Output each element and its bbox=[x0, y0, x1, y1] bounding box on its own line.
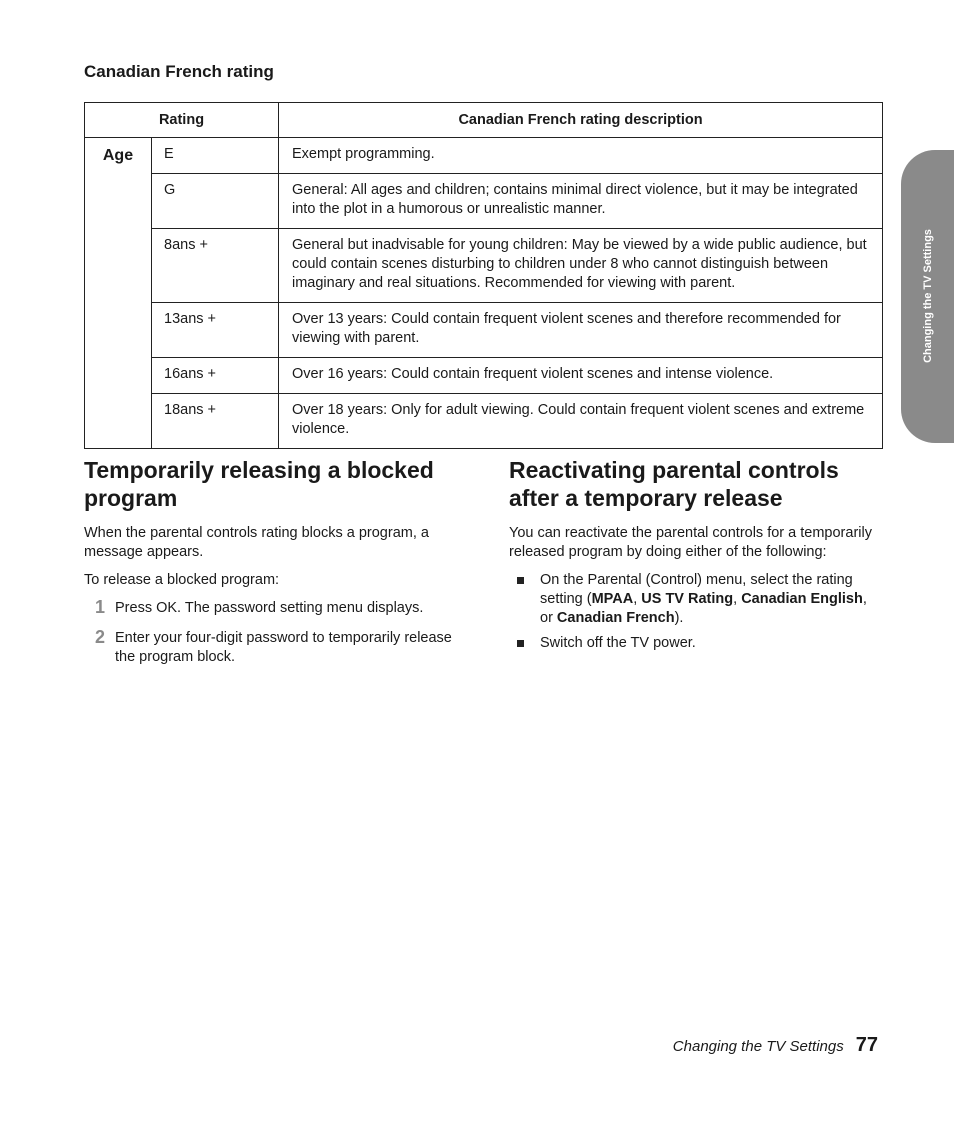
square-bullet-icon bbox=[517, 640, 524, 647]
option-us-tv-rating: US TV Rating bbox=[641, 591, 734, 607]
table-row bbox=[85, 303, 883, 358]
rating-description: Over 18 years: Only for adult viewing. Could contain frequent violent scenes and extreme violence. bbox=[279, 394, 883, 449]
step-number: 2 bbox=[95, 627, 106, 647]
bullet-text-prefix: On the Parental (Control) menu, select the rating setting ( bbox=[540, 572, 853, 607]
rating-code: 8ans + bbox=[152, 229, 279, 303]
table-row bbox=[85, 394, 883, 449]
header-rating: Rating bbox=[85, 103, 279, 138]
option-mpaa: MPAA bbox=[591, 591, 634, 607]
rating-description: General but inadvisable for young children: May be viewed by a wide public audience, but could contain scenes disturbing to children under 8 who cannot distinguish between imaginary and real situations. Recommended for viewing with parent. bbox=[279, 229, 883, 303]
rating-code: E bbox=[152, 138, 279, 174]
right-intro: You can reactivate the parental controls for a temporarily released program by doing either of the following: bbox=[509, 525, 872, 560]
separator: , bbox=[733, 591, 742, 607]
table-row bbox=[85, 174, 883, 229]
bullet-item bbox=[509, 634, 879, 653]
step-text: Press OK. The password setting menu displays. bbox=[115, 600, 424, 616]
rating-description: Over 16 years: Could contain frequent violent scenes and intense violence. bbox=[279, 358, 883, 394]
rating-code: 13ans + bbox=[152, 303, 279, 358]
separator: , or bbox=[540, 591, 867, 626]
step-item bbox=[84, 629, 464, 667]
bullet-item bbox=[509, 571, 879, 628]
table-row bbox=[85, 358, 883, 394]
page-number: 77 bbox=[855, 1034, 878, 1056]
footer-chapter-title: Changing the TV Settings bbox=[672, 1038, 844, 1055]
page-footer bbox=[673, 1034, 878, 1057]
square-bullet-icon bbox=[517, 577, 524, 584]
separator: , bbox=[633, 591, 642, 607]
section-title: Canadian French rating bbox=[84, 62, 274, 81]
canadian-french-rating-table bbox=[84, 102, 883, 449]
step-text: Enter your four-digit password to temporarily release the program block. bbox=[115, 630, 452, 665]
right-column bbox=[509, 456, 879, 659]
group-label-age: Age bbox=[85, 138, 152, 449]
right-heading: Reactivating parental controls after a temporary release bbox=[509, 457, 839, 511]
left-instruction: To release a blocked program: bbox=[84, 572, 280, 588]
table-row bbox=[85, 138, 883, 174]
left-column bbox=[84, 456, 464, 678]
step-number: 1 bbox=[95, 597, 106, 617]
chapter-side-tab-label: Changing the TV Settings bbox=[922, 229, 934, 363]
rating-description: General: All ages and children; contains minimal direct violence, but it may be integrated into the plot in a humorous or unrealistic manner. bbox=[279, 174, 883, 229]
bullet-text: Switch off the TV power. bbox=[540, 635, 696, 651]
rating-code: 18ans + bbox=[152, 394, 279, 449]
rating-code: 16ans + bbox=[152, 358, 279, 394]
rating-description: Over 13 years: Could contain frequent violent scenes and therefore recommended for viewing with parent. bbox=[279, 303, 883, 358]
option-canadian-french: Canadian French bbox=[556, 610, 675, 626]
rating-description: Exempt programming. bbox=[279, 138, 883, 174]
bullet-text-suffix: ). bbox=[674, 610, 684, 626]
table-row bbox=[85, 229, 883, 303]
header-description: Canadian French rating description bbox=[279, 103, 883, 138]
left-heading: Temporarily releasing a blocked program bbox=[84, 457, 434, 511]
step-item bbox=[84, 599, 464, 618]
option-canadian-english: Canadian English bbox=[741, 591, 863, 607]
left-intro: When the parental controls rating blocks a program, a message appears. bbox=[84, 525, 429, 560]
table-header-row bbox=[85, 103, 883, 138]
rating-code: G bbox=[152, 174, 279, 229]
